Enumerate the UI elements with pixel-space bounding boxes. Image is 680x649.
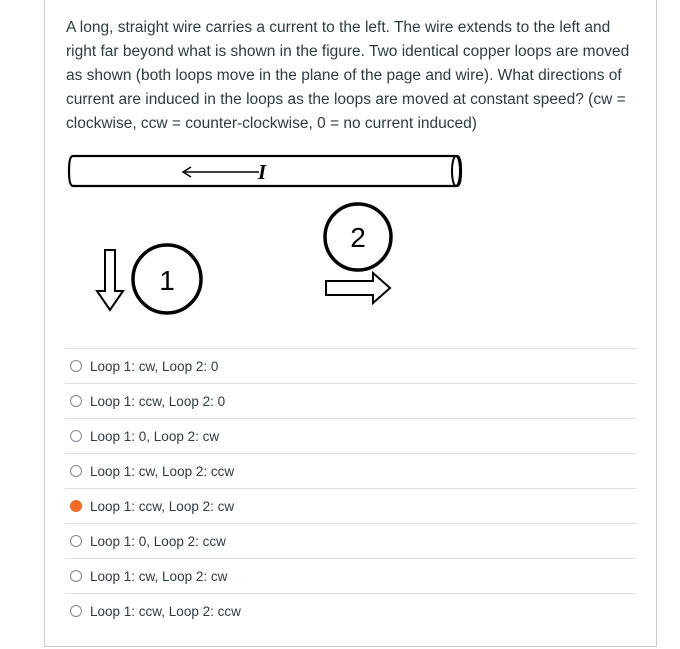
answer-label: Loop 1: cw, Loop 2: ccw (90, 463, 235, 479)
radio-button[interactable] (70, 465, 82, 477)
answer-label: Loop 1: 0, Loop 2: ccw (90, 533, 226, 549)
radio-button[interactable] (70, 605, 82, 617)
answer-option[interactable] (65, 523, 637, 558)
answer-label: Loop 1: ccw, Loop 2: ccw (90, 603, 241, 619)
loop1-down-arrow (97, 250, 123, 310)
answer-option[interactable] (65, 453, 637, 488)
loop-2-label: 2 (350, 222, 366, 253)
loop-1-label: 1 (159, 265, 175, 296)
loop2-right-arrow (326, 273, 390, 303)
answer-label: Loop 1: ccw, Loop 2: cw (90, 498, 235, 514)
wire-and-loops-figure (67, 148, 467, 323)
answer-label: Loop 1: cw, Loop 2: cw (90, 568, 228, 584)
question-card (44, 0, 657, 647)
answer-label: Loop 1: 0, Loop 2: cw (90, 428, 220, 444)
answer-option[interactable] (65, 348, 637, 383)
answer-option[interactable] (65, 593, 637, 628)
question-text: A long, straight wire carries a current to the left. The wire extends to the left and right far beyond what is shown in the figure. Two identical copper loops are moved as shown (both loops move in the plane of the page and wire). What directions of current are induced in the loops as the loops are moved at constant speed? (cw = clockwise, ccw = counter-clockwise, 0 = no current induced) (66, 19, 630, 132)
answer-option-selected[interactable] (65, 488, 637, 523)
current-label: I (258, 160, 267, 184)
answer-label: Loop 1: ccw, Loop 2: 0 (90, 393, 226, 409)
answer-label: Loop 1: cw, Loop 2: 0 (90, 358, 219, 374)
radio-button-selected[interactable] (70, 500, 82, 512)
radio-button[interactable] (70, 535, 82, 547)
answer-list (65, 348, 637, 628)
answer-option[interactable] (65, 418, 637, 453)
radio-button[interactable] (70, 570, 82, 582)
radio-button[interactable] (70, 395, 82, 407)
answer-option[interactable] (65, 558, 637, 593)
answer-option[interactable] (65, 383, 637, 418)
radio-button[interactable] (70, 360, 82, 372)
radio-button[interactable] (70, 430, 82, 442)
